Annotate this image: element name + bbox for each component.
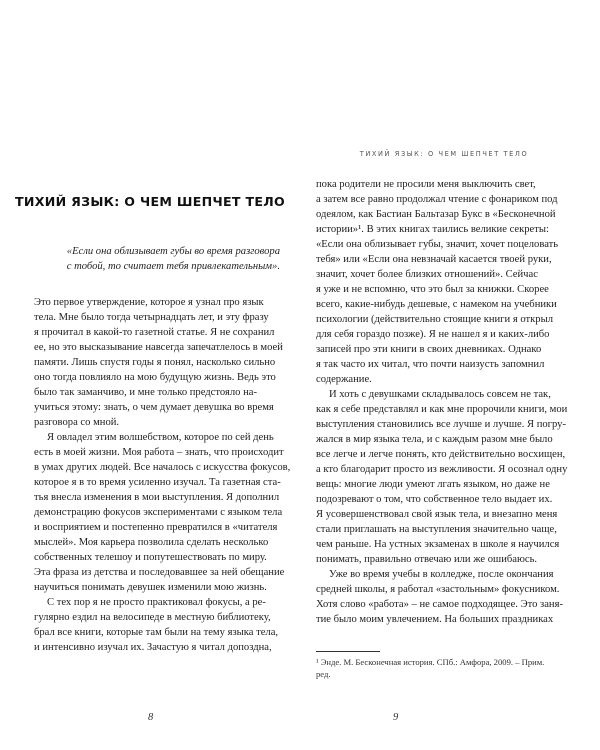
text-line: С тех пор я не просто практиковал фокусы, а ре- [47,597,266,608]
text-line: всего, какие-нибудь дешевые, с намеком на учебники [316,299,557,310]
text-line: Я усовершенствовал свой язык тела, и внезапно меня [316,509,558,520]
text-line: тие было моим увлечением. На больших праздниках [316,614,554,625]
text-line: понимать, правильно отвечаю или же ошибаюсь. [316,554,538,565]
text-line: гулярно ездил на велосипеде в местную библиотеку, [34,612,271,623]
text-line: ее, но это высказывание навсегда запечатлелось в моей [34,342,283,353]
text-line: вещь: многие люди умеют лгать языком, но даже не [316,479,550,490]
text-line: Эта фраза из детства и последовавшее за ней обещание [34,567,285,578]
footnote [316,656,568,680]
text-line: и восприятием и постепенно превратился в «читателя [34,522,278,533]
text-line: я уже и не вспомню, что это был за книжки. Скорее [316,284,549,295]
text-line: а затем все равно продолжал чтение с фонариком под [316,194,558,205]
text-line: тебя» или «Если она невзначай касается твоей руки, [316,254,552,265]
footnote-divider [316,651,380,652]
text-line: я прочитал в какой-то газетной статье. Я не сохранил [34,327,275,338]
epigraph [40,244,280,274]
text-line: Я овладел этим волшебством, которое по сей день [47,432,274,443]
text-line: жался в мир языка тела, и с каждым разом мне было [316,434,553,445]
text-line: собственных телешоу и попутешествовать по миру. [34,552,267,563]
text-line: Хотя слово «работа» – не самое подходящее. Это заня- [316,599,563,610]
text-line: все легче и легче понять, кто действительно восхищен, [316,449,566,460]
text-line: как я себе представлял и как мне пророчили книги, мои [316,404,568,415]
running-head: ТИХИЙ ЯЗЫК: О ЧЕМ ШЕПЧЕТ ТЕЛО [359,150,529,158]
right-page [300,0,600,750]
text-line: стали приглашать на выступления значительно чаще, [316,524,557,535]
text-line: содержание. [316,374,372,385]
text-line: для себя гораздо позже). Я не нашел я и каких-либо [316,329,550,340]
text-line: тела. Мне было тогда четырнадцать лет, и эту фразу [34,312,269,323]
text-line: пока родители не просили меня выключить свет, [316,179,536,190]
text-line: оно тогда повлияло на мою будущую жизнь. Ведь это [34,372,276,383]
footnote-line: ¹ Энде. М. Бесконечная история. СПб.: Амфора, 2009. – Прим. [316,657,545,667]
text-line: а кто благодарит просто из вежливости. Я осознал одну [316,464,568,475]
chapter-title: ТИХИЙ ЯЗЫК: О ЧЕМ ШЕПЧЕТ ТЕЛО [14,194,285,209]
text-line: психологии (действительно стоящие книги я открыл [316,314,554,325]
text-line: записей про эти книги в своих дневниках. Однако [316,344,542,355]
text-line: выступления становились все лучше и лучше. Я погру- [316,419,566,430]
page-number-right: 9 [393,712,399,723]
text-line: есть в моей жизни. Моя работа – знать, что происходит [34,447,284,458]
text-line: подозревают о том, что собственное тело выдает их. [316,494,553,505]
epigraph-line: с тобой, то считает тебя привлекательным». [66,261,280,272]
text-line: И хоть с девушками складывалось совсем не так, [329,389,551,400]
text-line: «Если она облизывает губы, значит, хочет поцеловать [316,239,559,250]
text-line: тья внесла изменения в мои выступления. Я дополнил [34,492,280,503]
text-line: Уже во время учебы в колледже, после окончания [329,569,554,580]
text-line: и интенсивно изучал их. Зачастую я читал допоздна, [34,642,272,653]
text-line: которое я в то время усиленно изучал. Та газетная ста- [34,477,281,488]
text-line: учиться этому: знать, о чем думает девушка во время [34,402,274,413]
text-line: разговора со мной. [34,417,120,428]
text-line: Это первое утверждение, которое я узнал про язык [34,297,264,308]
text-line: истории»¹. В этих книгах таились великие секреты: [316,224,549,235]
text-line: я так часто их читал, что почти наизусть запомнил [316,359,545,370]
text-line: значит, хочет более близких отношений». Сейчас [316,269,538,280]
footnote-line: ред. [316,669,331,679]
epigraph-line: «Если она облизывает губы во время разговора [66,246,280,257]
text-line: мыслей». Моя карьера позволила сделать несколько [34,537,269,548]
text-line: научиться понимать девушек изменили мою жизнь. [34,582,267,593]
text-line: чем раньше. На устных экзаменах в школе я научился [316,539,560,550]
page-number-left: 8 [148,712,154,723]
text-line: демонстрацию фокусов экспериментами с языком тела [34,507,283,518]
text-line: было так заманчиво, и мне только предстояло на- [34,387,257,398]
left-body-text [34,295,291,655]
text-line: средней школы, я работал «застольным» фокусником. [316,584,560,595]
text-line: одеялом, как Бастиан Бальтазар Букс в «Бесконечной [316,209,556,220]
text-line: в умах других людей. Все началось с искусства фокусов, [34,462,291,473]
text-line: памяти. Лишь спустя годы я понял, насколько сильно [34,357,276,368]
text-line: брал все книги, которые там были на тему языка тела, [34,627,279,638]
right-body-text [316,177,566,627]
